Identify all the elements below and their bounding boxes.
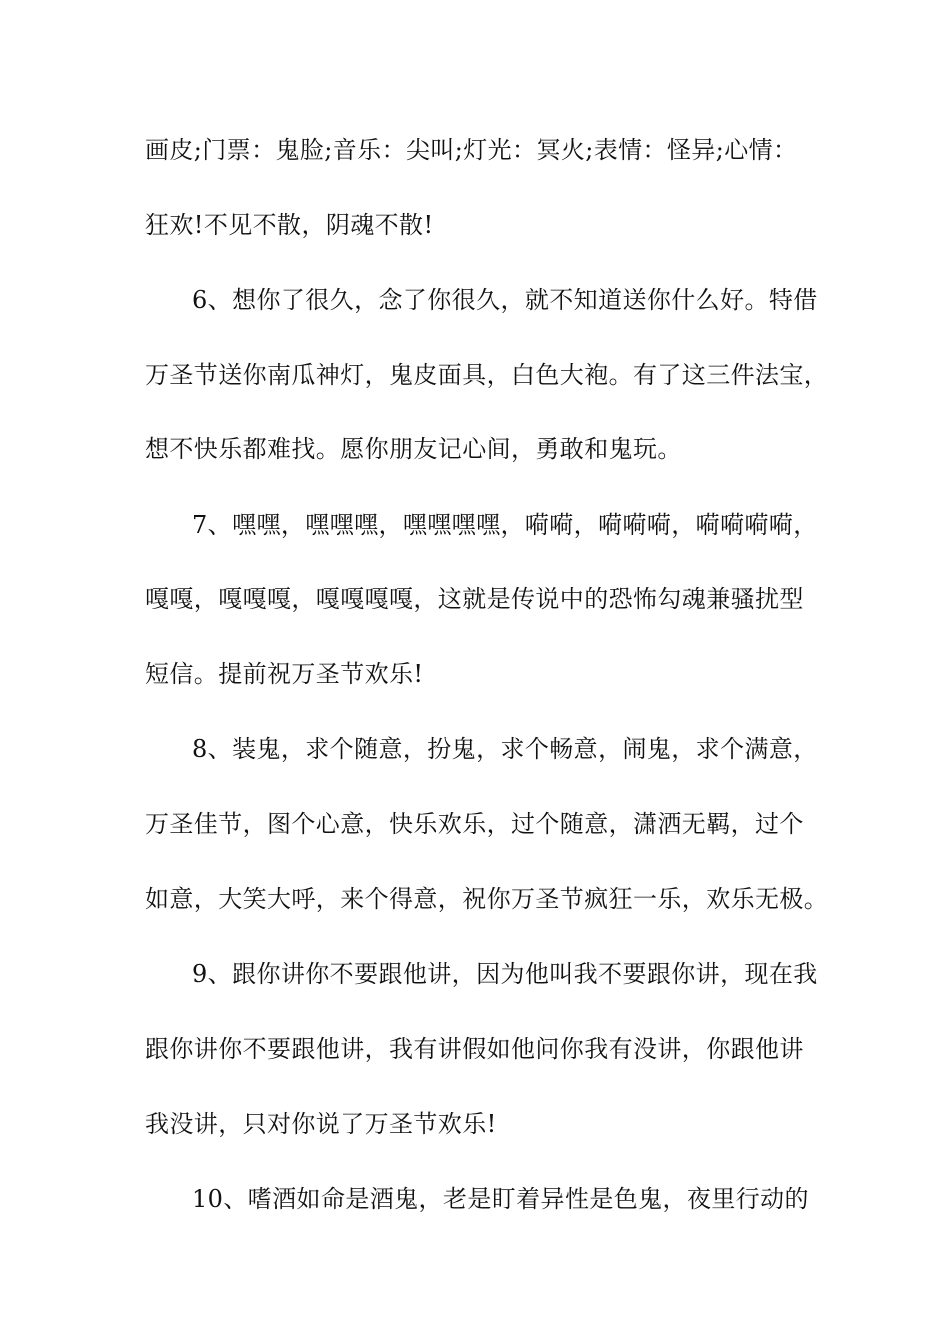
text-line: 万圣节送你南瓜神灯，鬼皮面具，白色大袍。有了这三件法宝， [145,361,829,389]
text-line: 如意，大笑大呼，来个得意，祝你万圣节疯狂一乐，欢乐无极。 [145,885,829,913]
paragraph-9-line: 9、跟你讲你不要跟他讲，因为他叫我不要跟你讲，现在我 [192,960,818,988]
text-line: 想不快乐都难找。愿你朋友记心间，勇敢和鬼玩。 [145,435,682,463]
paragraph-10-line: 10、嗜酒如命是酒鬼，老是盯着异性是色鬼，夜里行动的 [192,1185,809,1213]
text-line: 嘎嘎，嘎嘎嘎，嘎嘎嘎嘎，这就是传说中的恐怖勾魂兼骚扰型 [145,585,804,613]
text-line: 万圣佳节，图个心意，快乐欢乐，过个随意，潇洒无羁，过个 [145,810,804,838]
paragraph-7-line: 7、嘿嘿，嘿嘿嘿，嘿嘿嘿嘿，嗬嗬，嗬嗬嗬，嗬嗬嗬嗬， [192,511,818,539]
text-line: 短信。提前祝万圣节欢乐! [145,660,424,688]
text-line: 我没讲，只对你说了万圣节欢乐! [145,1110,497,1138]
text-line: 狂欢!不见不散，阴魂不散! [145,211,434,239]
paragraph-8-line: 8、装鬼，求个随意，扮鬼，求个畅意，闹鬼，求个满意， [192,735,818,763]
text-line: 画皮;门票：鬼脸;音乐：尖叫;灯光：冥火;表情：怪异;心情： [145,136,798,164]
text-line: 跟你讲你不要跟他讲，我有讲假如他问你我有没讲，你跟他讲 [145,1035,804,1063]
paragraph-6-line: 6、想你了很久，念了你很久，就不知道送你什么好。特借 [192,286,818,314]
